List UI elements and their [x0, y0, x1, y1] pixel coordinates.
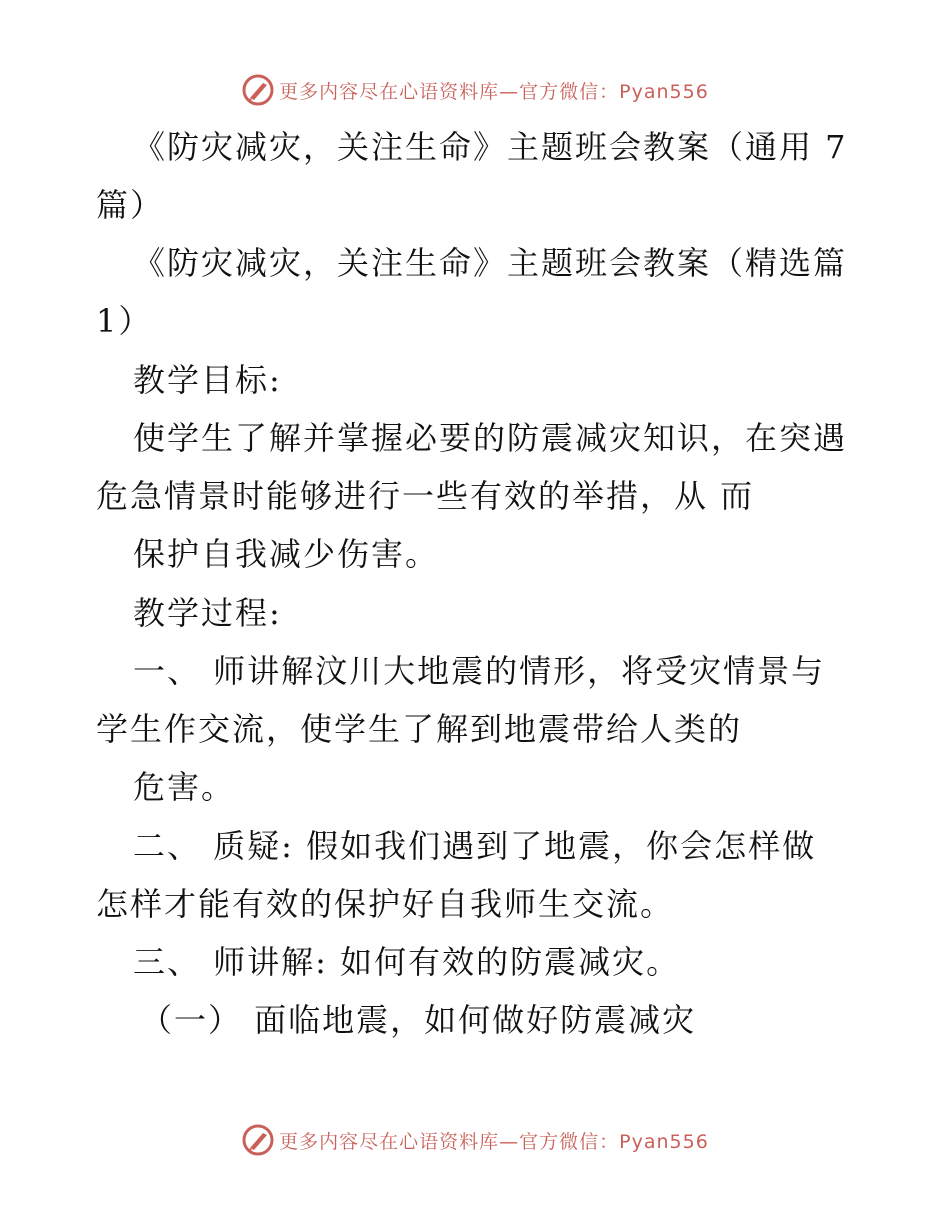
- doc-paragraph-line: 学生作交流，使学生了解到地震带给人类的: [96, 710, 743, 748]
- doc-paragraph-line: 保护自我减少伤害。: [133, 535, 440, 573]
- quill-pen-logo-icon: [241, 1123, 275, 1157]
- doc-subheading: （一） 面临地震，如何做好防震减灾: [140, 1001, 697, 1039]
- doc-section-title-line-2: 1）: [96, 302, 153, 340]
- doc-paragraph-line: 三、 师讲解: 如何有效的防震减灾。: [133, 943, 681, 981]
- header-banner: [0, 70, 950, 110]
- doc-title-line-2: 篇）: [96, 186, 165, 224]
- doc-paragraph-line: 危急情景时能够进行一些有效的举措，从 而: [96, 477, 755, 515]
- doc-paragraph-line: 危害。: [133, 768, 236, 806]
- doc-heading-goals: 教学目标:: [133, 361, 282, 399]
- doc-paragraph-line: 怎样才能有效的保护好自我师生交流。: [96, 885, 675, 923]
- header-banner-text: 更多内容尽在心语资料库—官方微信：Pyan556: [279, 80, 709, 103]
- doc-section-title-line-1: 《防灾减灾，关注生命》主题班会教案（精选篇: [133, 244, 848, 282]
- quill-pen-logo-icon: [241, 73, 275, 107]
- doc-heading-process: 教学过程:: [133, 594, 282, 632]
- doc-paragraph-line: 一、 师讲解汶川大地震的情形，将受灾情景与: [133, 652, 826, 690]
- doc-paragraph-line: 二、 质疑: 假如我们遇到了地震，你会怎样做: [133, 827, 817, 865]
- doc-paragraph-line: 使学生了解并掌握必要的防震减灾知识，在突遇: [133, 419, 848, 457]
- footer-banner-text: 更多内容尽在心语资料库—官方微信：Pyan556: [279, 1130, 709, 1153]
- doc-title-line-1: 《防灾减灾，关注生命》主题班会教案（通用 7: [133, 128, 848, 166]
- footer-banner: [0, 1120, 950, 1160]
